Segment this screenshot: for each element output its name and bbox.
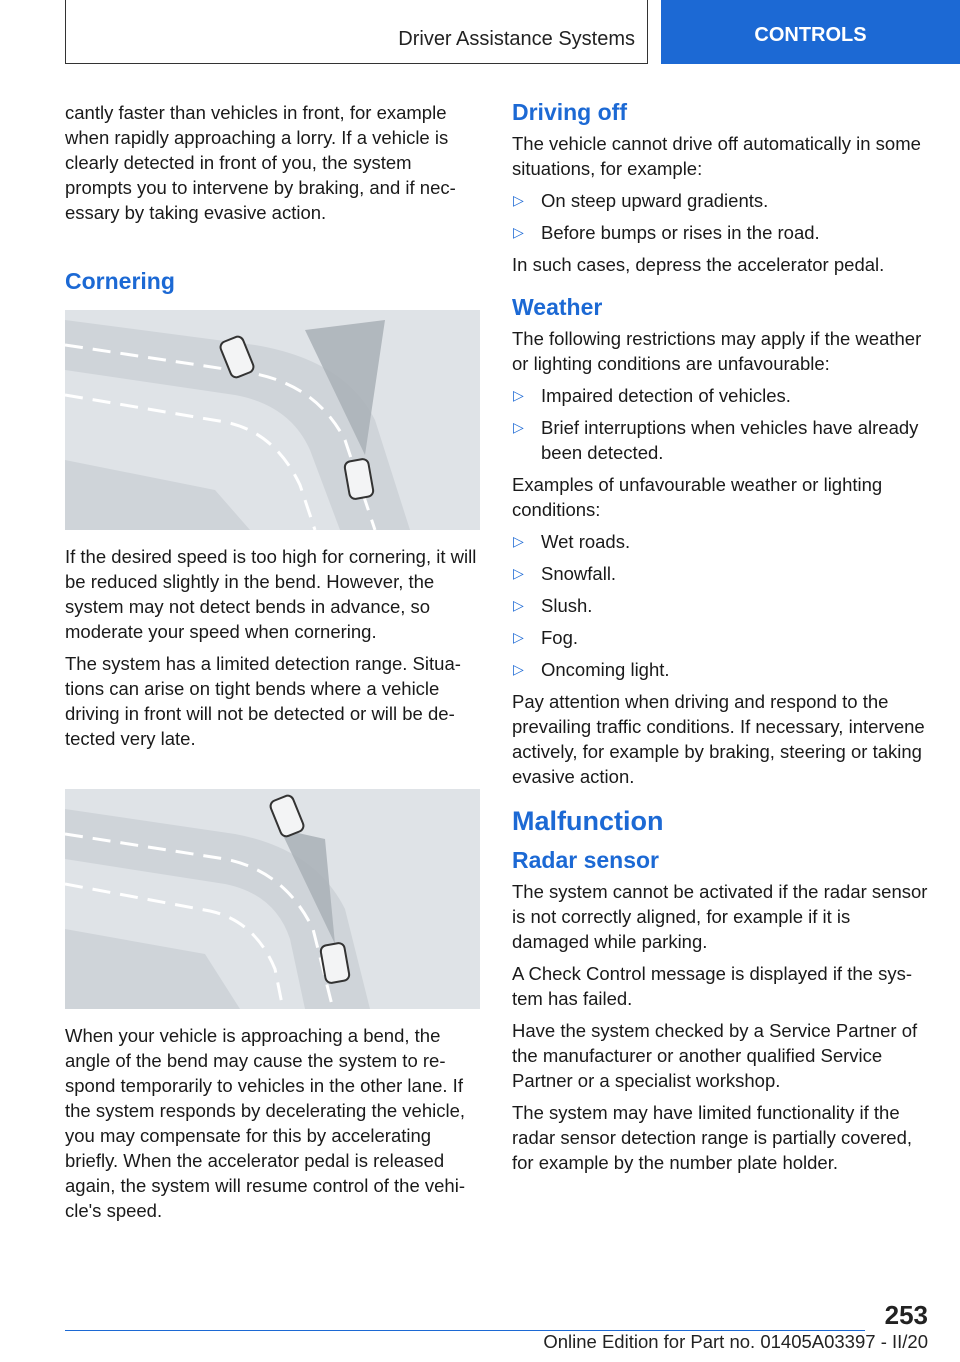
radar-paragraph-3: Have the system checked by a Service Partner of the manufacturer or another qualified Service Partner or a specialist workshop. <box>512 1020 918 1091</box>
radar-paragraph-1: The system cannot be activated if the radar sensor is not correctly aligned, for example if it is damaged while parking. <box>512 881 928 952</box>
driving-off-intro: The vehicle cannot drive off automatically in some situations, for example: <box>512 133 921 179</box>
paragraph-bend-angle: When your vehicle is approaching a bend, the angle of the bend may cause the system to respond temporarily to vehicles in the other lane. If the system responds by decelerating the vehicle, you may compensate for this by accelerating briefly. When the accelerator pedal is released again, the system will resume control of the vehicle's speed. <box>65 1025 466 1221</box>
list-item: ▷ Slush. <box>513 595 593 616</box>
intro-paragraph: cantly faster than vehicles in front, for example when rapidly approaching a lorry. If a vehicle is clearly detected in front of you, the system prompts you to intervene by braking, and if necessary by taking evasive action. <box>65 102 456 223</box>
triangle-bullet-icon: ▷ <box>513 224 524 240</box>
tab-controls[interactable]: CONTROLS <box>661 0 960 64</box>
driving-off-heading: Driving off <box>512 99 627 125</box>
radar-sensor-heading: Radar sensor <box>512 847 660 873</box>
weather-intro: The following restrictions may apply if the weather or lighting conditions are unfavourable: <box>512 328 922 374</box>
right-column <box>512 100 932 1182</box>
radar-paragraph-4: The system may have limited functionality if the radar sensor detection range is partially covered, for example by the number plate holder. <box>512 1102 913 1173</box>
cornering-figure-1 <box>65 310 480 530</box>
weather-examples-intro: Examples of unfavourable weather or lighting conditions: <box>512 474 883 520</box>
triangle-bullet-icon: ▷ <box>513 387 524 403</box>
left-column <box>65 100 483 1230</box>
cornering-heading: Cornering <box>65 268 175 294</box>
edition-footer: Online Edition for Part no. 01405A03397 - II/20 <box>543 1331 928 1352</box>
list-item: ▷ Wet roads. <box>513 531 631 552</box>
triangle-bullet-icon: ▷ <box>513 192 524 208</box>
weather-outro: Pay attention when driving and respond to the prevailing traffic conditions. If necessary, intervene actively, for example by braking, steering or taking evasive action. <box>512 691 925 787</box>
list-item: ▷ Snowfall. <box>513 563 617 584</box>
paragraph-detection-range: The system has a limited detection range. Situations can arise on tight bends where a vehicle driving in front will not be detected or will be detected very late. <box>65 653 461 749</box>
section-title: Driver Assistance Systems <box>398 28 635 50</box>
list-item: ▷ On steep upward gradients. <box>513 190 769 211</box>
triangle-bullet-icon: ▷ <box>513 533 524 549</box>
list-item: ▷ Impaired detection of vehicles. <box>513 385 791 406</box>
driving-off-list <box>512 188 932 245</box>
list-item: ▷ Before bumps or rises in the road. <box>513 222 820 243</box>
triangle-bullet-icon: ▷ <box>513 597 524 613</box>
radar-paragraph-2: A Check Control message is displayed if the system has failed. <box>512 963 912 1009</box>
list-item: ▷ Oncoming light. <box>513 659 670 680</box>
driving-off-outro: In such cases, depress the accelerator pedal. <box>512 254 885 275</box>
triangle-bullet-icon: ▷ <box>513 661 524 677</box>
triangle-bullet-icon: ▷ <box>513 565 524 581</box>
list-item: ▷ Fog. <box>513 627 579 648</box>
list-item: ▷ Brief interruptions when vehicles have already been detected. <box>513 417 919 463</box>
malfunction-heading: Malfunction <box>512 806 664 836</box>
paragraph-speed-cornering: If the desired speed is too high for cornering, it will be reduced slightly in the bend. However, the system may not detect bends in advance, so moderate your speed when cornering. <box>65 546 477 642</box>
page-number: 253 <box>884 1300 928 1330</box>
cornering-figure-2 <box>65 789 480 1009</box>
triangle-bullet-icon: ▷ <box>513 629 524 645</box>
weather-list <box>512 383 932 465</box>
weather-heading: Weather <box>512 294 603 320</box>
triangle-bullet-icon: ▷ <box>513 419 524 435</box>
weather-examples-list <box>512 529 932 682</box>
